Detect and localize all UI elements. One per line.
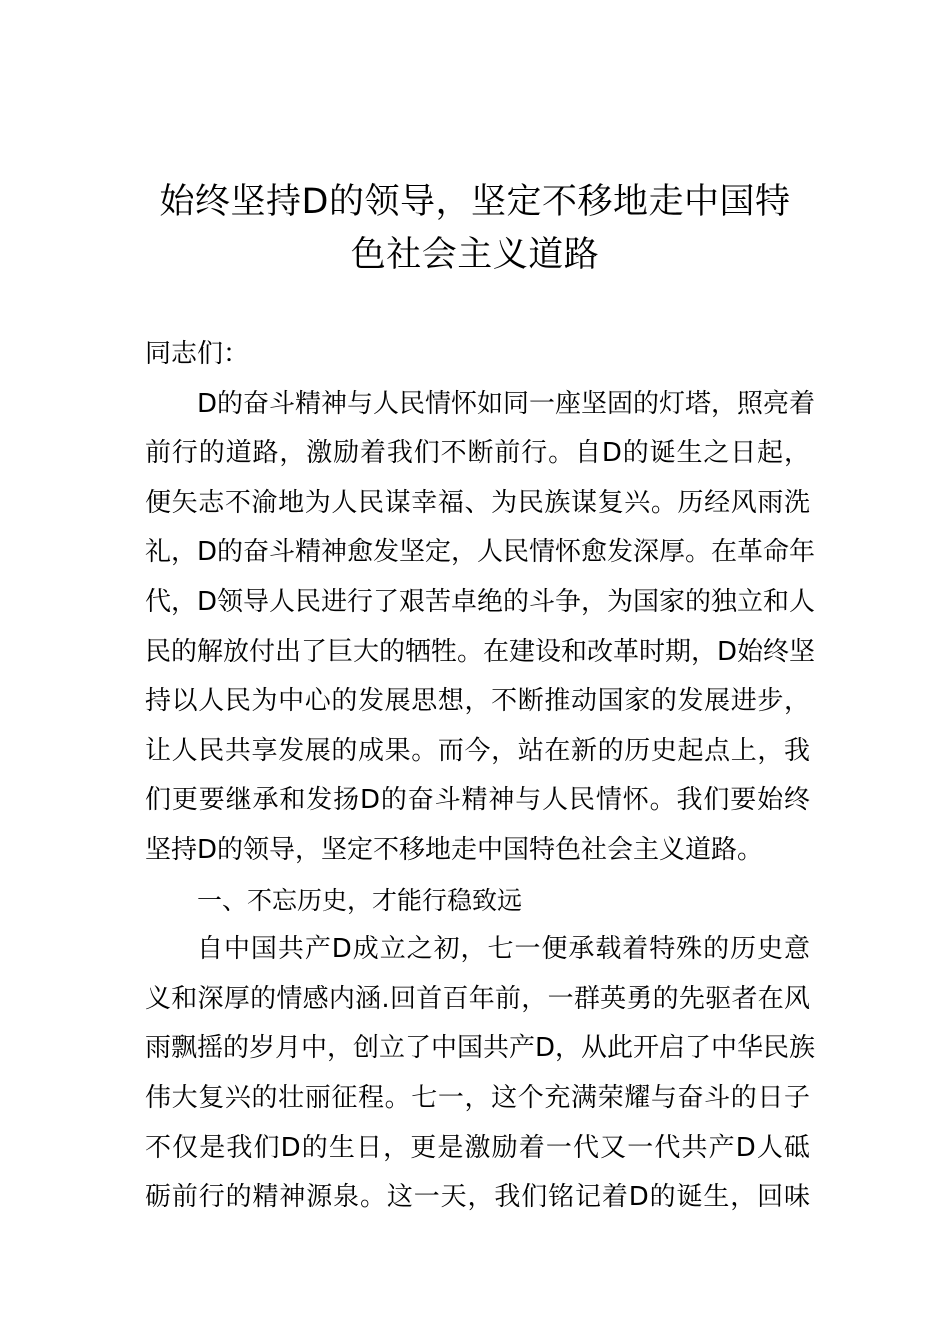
document-body — [145, 330, 816, 1223]
paragraph-line: 民的解放付出了巨大的牺牲。在建设和改革时期，D始终坚 — [145, 636, 816, 667]
paragraph-line: 砺前行的精神源泉。这一天，我们铭记着D的诞生，回味 — [145, 1182, 810, 1213]
section-heading: 一、不忘历史，才能行稳致远 — [197, 885, 523, 915]
paragraph-line: 代，D领导人民进行了艰苦卓绝的斗争，为国家的独立和人 — [145, 586, 816, 617]
paragraph-line: 们更要继承和发扬D的奋斗精神与人民情怀。我们要始终 — [145, 785, 810, 816]
paragraph-line: 伟大复兴的壮丽征程。七一，这个充满荣耀与奋斗的日子 — [145, 1082, 810, 1113]
paragraph-line: 坚持D的领导，坚定不移地走中国特色社会主义道路。 — [145, 834, 764, 865]
salutation: 同志们： — [145, 339, 250, 369]
paragraph-line: 不仅是我们D的生日，更是激励着一代又一代共产D人砥 — [145, 1132, 810, 1163]
paragraph-line: 前行的道路，激励着我们不断前行。自D的诞生之日起， — [145, 438, 810, 469]
paragraph-line: 便矢志不渝地为人民谋幸福、为民族谋复兴。历经风雨洗 — [145, 487, 810, 518]
title-line-1: 始终坚持D的领导，坚定不移地走中国特 — [159, 182, 791, 222]
paragraph-line: 义和深厚的情感内涵.回首百年前，一群英勇的先驱者在风 — [145, 983, 810, 1014]
paragraph-line: D的奋斗精神与人民情怀如同一座坚固的灯塔，照亮着 — [197, 388, 816, 419]
paragraph-2 — [145, 925, 816, 1223]
paragraph-line: 持以人民为中心的发展思想，不断推动国家的发展进步， — [145, 686, 810, 717]
paragraph-line: 让人民共享发展的成果。而今，站在新的历史起点上，我 — [145, 735, 810, 766]
paragraph-line: 雨飘摇的岁月中，创立了中国共产D，从此开启了中华民族 — [145, 1033, 816, 1064]
document-title — [140, 176, 810, 282]
paragraph-line: 礼，D的奋斗精神愈发坚定，人民情怀愈发深厚。在革命年 — [145, 537, 816, 568]
paragraph-1 — [145, 380, 816, 876]
paragraph-line: 自中国共产D成立之初，七一便承载着特殊的历史意 — [197, 934, 810, 965]
title-line-2: 色社会主义道路 — [350, 235, 600, 275]
